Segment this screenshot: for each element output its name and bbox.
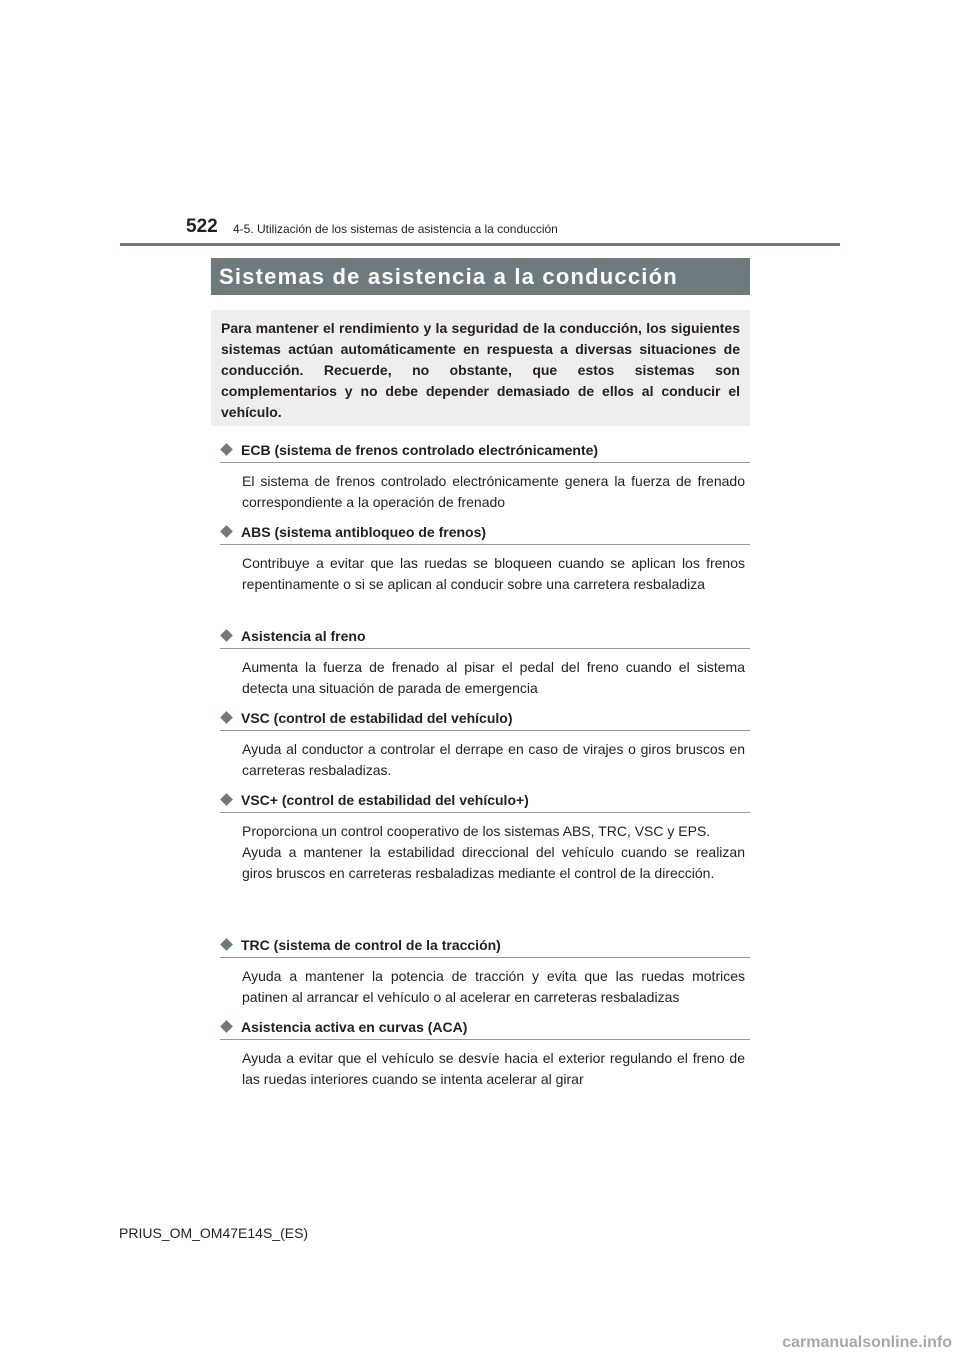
body-paragraph: El sistema de frenos controlado electrónicamente genera la fuerza de frenado correspondiente a la operación de frenado: [242, 473, 745, 510]
body-paragraph: Ayuda a mantener la potencia de tracción y evita que las ruedas motrices patinen al arrancar el vehículo o al acelerar en carreteras resbaladizas: [242, 968, 745, 1005]
section-brake-assist: [220, 626, 750, 699]
section-body: [242, 739, 745, 781]
section-vsc: [220, 708, 750, 781]
section-body: [242, 821, 745, 884]
section-heading: [220, 1017, 750, 1040]
section-aca: [220, 1017, 750, 1090]
diamond-bullet-icon: [220, 711, 233, 724]
section-vsc-plus: [220, 790, 750, 884]
section-ecb: [220, 440, 750, 513]
section-heading: [220, 935, 750, 958]
section-title: Asistencia al freno: [241, 628, 366, 644]
diamond-bullet-icon: [220, 525, 233, 538]
body-paragraph: Ayuda a mantener la estabilidad direccional del vehículo cuando se realizan giros bruscos en carreteras resbaladizas mediante el control de la dirección.: [242, 844, 745, 881]
section-trc: [220, 935, 750, 1008]
chapter-heading: 4-5. Utilización de los sistemas de asistencia a la conducción: [233, 222, 558, 236]
section-body: [242, 553, 745, 595]
body-paragraph: Proporciona un control cooperativo de los sistemas ABS, TRC, VSC y EPS.: [242, 823, 711, 839]
section-title: Asistencia activa en curvas (ACA): [241, 1019, 468, 1035]
diamond-bullet-icon: [220, 938, 233, 951]
section-body: [242, 657, 745, 699]
footer-document-code: PRIUS_OM_OM47E14S_(ES): [119, 1225, 309, 1241]
page-number: 522: [186, 216, 218, 237]
section-title: ABS (sistema antibloqueo de frenos): [241, 524, 487, 540]
section-heading: [220, 626, 750, 649]
section-title: ECB (sistema de frenos controlado electrónicamente): [241, 442, 599, 458]
section-heading: [220, 440, 750, 463]
diamond-bullet-icon: [220, 443, 233, 456]
section-title: VSC (control de estabilidad del vehículo): [241, 710, 513, 726]
intro-box: Para mantener el rendimiento y la seguridad de la conducción, los siguientes sistemas actúan automáticamente en respuesta a diversas situaciones de conducción. Recuerde, no obstante, que estos sistemas son complementarios y no debe depender demasiado de ellos al conducir el vehículo.: [211, 310, 750, 426]
body-paragraph: Ayuda a evitar que el vehículo se desvíe hacia el exterior regulando el freno de las ruedas interiores cuando se intenta acelerar al girar: [242, 1050, 745, 1087]
header-rule: [120, 243, 840, 246]
section-heading: [220, 708, 750, 731]
body-paragraph: Aumenta la fuerza de frenado al pisar el pedal del freno cuando el sistema detecta una situación de parada de emergencia: [242, 659, 745, 696]
section-body: [242, 966, 745, 1008]
body-paragraph: Ayuda al conductor a controlar el derrape en caso de virajes o giros bruscos en carreteras resbaladizas.: [242, 741, 745, 778]
section-title: TRC (sistema de control de la tracción): [241, 937, 501, 953]
section-title: VSC+ (control de estabilidad del vehículo+): [241, 792, 529, 808]
page-title: Sistemas de asistencia a la conducción: [211, 258, 750, 295]
section-body: [242, 1048, 745, 1090]
section-heading: [220, 522, 750, 545]
section-body: [242, 471, 745, 513]
diamond-bullet-icon: [220, 793, 233, 806]
section-heading: [220, 790, 750, 813]
watermark: carmanualsonline.info: [782, 1334, 952, 1351]
body-paragraph: Contribuye a evitar que las ruedas se bloqueen cuando se aplican los frenos repentinamente o si se aplican al conducir sobre una carretera resbaladiza: [242, 555, 745, 592]
diamond-bullet-icon: [220, 1020, 233, 1033]
section-abs: [220, 522, 750, 595]
diamond-bullet-icon: [220, 629, 233, 642]
